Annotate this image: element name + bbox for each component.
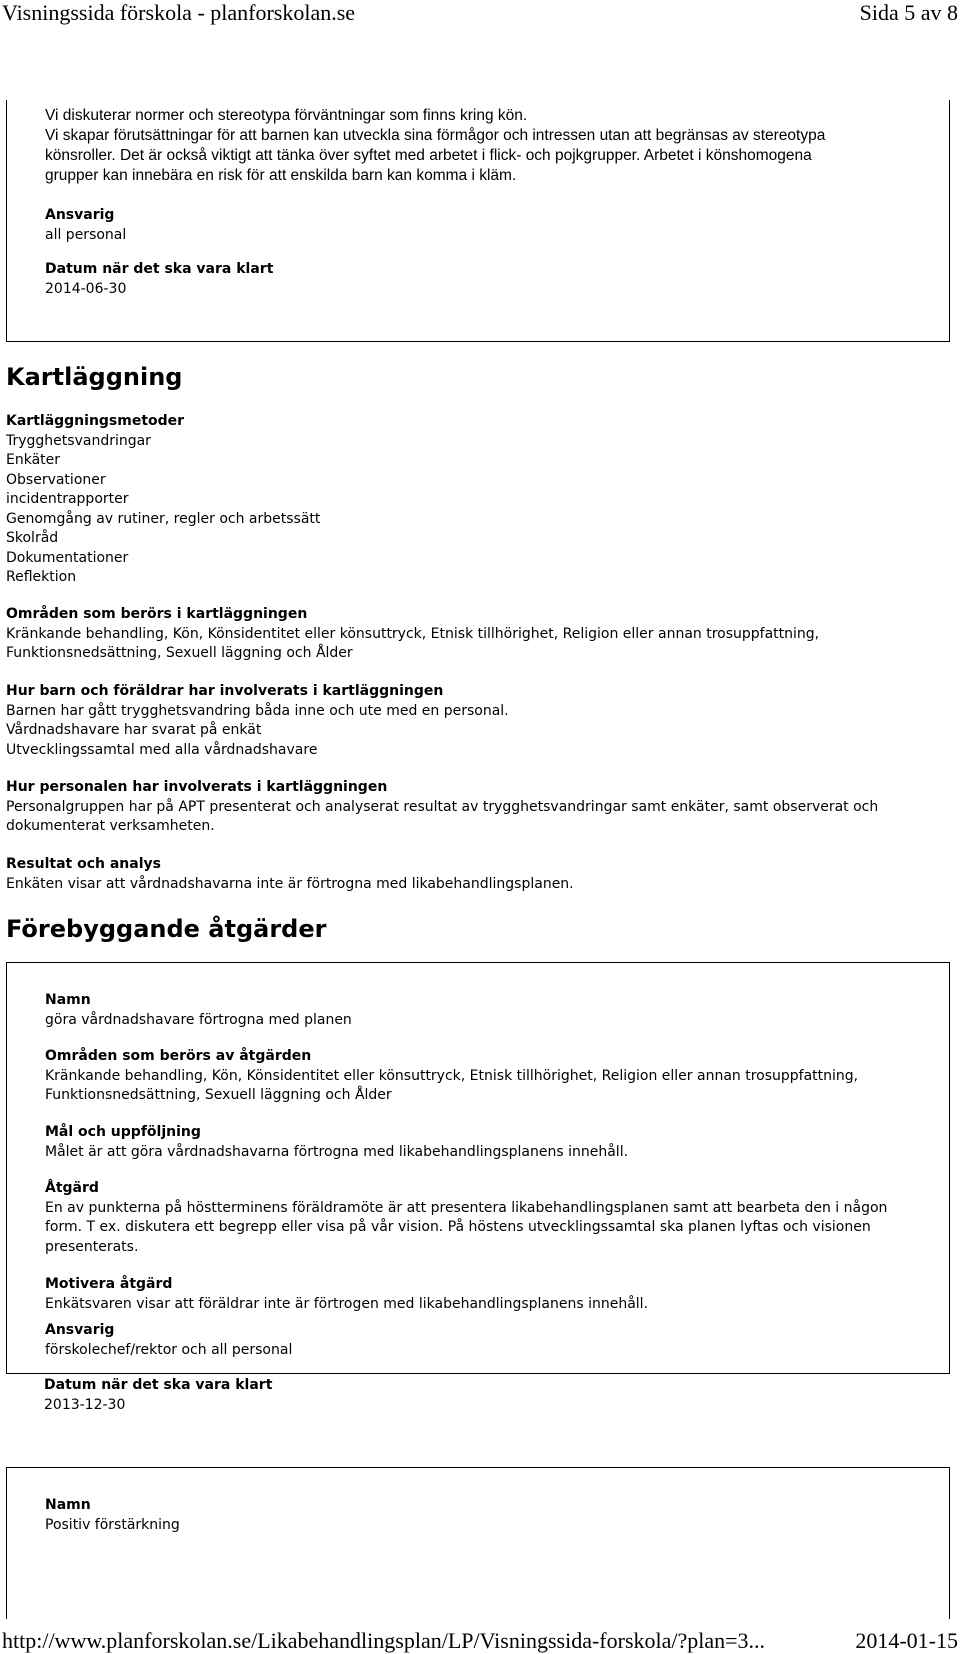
atgard-line: En av punkterna på höstterminens föräldramöte är att presentera likabehandlingsplanen samt att bearbeta den i någon — [45, 1199, 888, 1216]
omraden-atgard-block — [45, 1047, 925, 1106]
omraden-atgard-line: Funktionsnedsättning, Sexuell läggning och Ålder — [45, 1087, 392, 1103]
datum-block — [44, 1376, 960, 1415]
list-item: incidentrapporter — [6, 491, 129, 507]
resultat-block — [6, 855, 926, 894]
intro-line: Vi diskuterar normer och stereotypa förväntningar som finns kring kön. — [45, 107, 528, 124]
datum-label: Datum när det ska vara klart — [45, 261, 274, 277]
barn-foraldrar-line: Barnen har gått trygghetsvandring båda inne och ute med en personal. — [6, 702, 509, 719]
resultat-label: Resultat och analys — [6, 856, 161, 872]
mal-block — [45, 1123, 925, 1162]
personal-label: Hur personalen har involverats i kartläggningen — [6, 779, 388, 795]
list-item: Observationer — [6, 471, 106, 488]
omraden-line: Funktionsnedsättning, Sexuell läggning och Ålder — [6, 645, 353, 661]
intro-line: könsroller. Det är också viktigt att tänka över syftet med arbetet i flick- och pojkgrupper. Arbetet i könshomogena — [45, 147, 812, 164]
measure-box — [6, 1467, 950, 1619]
mal-label: Mål och uppföljning — [45, 1124, 201, 1140]
ansvarig-block — [45, 206, 925, 245]
measure-box-continued — [6, 100, 950, 342]
personal-block — [6, 778, 926, 837]
namn-label: Namn — [45, 992, 91, 1008]
omraden-atgard-label: Områden som berörs av åtgärden — [45, 1048, 312, 1064]
omraden-atgard-line: Kränkande behandling, Kön, Könsidentitet eller könsuttryck, Etnisk tillhörighet, Religion eller annan trosuppfattning, — [45, 1067, 859, 1084]
namn-value: göra vårdnadshavare förtrogna med planen — [45, 1011, 352, 1028]
ansvarig-value: all personal — [45, 226, 127, 243]
intro-text — [45, 106, 945, 186]
barn-foraldrar-line: Vårdnadshavare har svarat på enkät — [6, 722, 262, 738]
omraden-label: Områden som berörs i kartläggningen — [6, 606, 308, 622]
list-item: Reflektion — [6, 569, 77, 585]
ansvarig-label: Ansvarig — [45, 1322, 115, 1338]
measure-box — [6, 962, 950, 1374]
namn-block — [45, 1496, 925, 1535]
section-title-forebyggande: Förebyggande åtgärder — [6, 915, 327, 943]
datum-value: 2014-06-30 — [45, 280, 127, 297]
section-title-kartlaggning: Kartläggning — [6, 363, 183, 391]
mal-value: Målet är att göra vårdnadshavarna förtrogna med likabehandlingsplanens innehåll. — [45, 1143, 629, 1160]
barn-foraldrar-label: Hur barn och föräldrar har involverats i kartläggningen — [6, 683, 444, 699]
motivera-block — [45, 1275, 925, 1314]
datum-value: 2013-12-30 — [44, 1396, 126, 1413]
atgard-label: Åtgärd — [45, 1180, 99, 1196]
footer-url: http://www.planforskolan.se/Likabehandlingsplan/LP/Visningssida-forskola/?plan=3... — [2, 1628, 766, 1653]
list-item: Skolråd — [6, 530, 59, 546]
list-item: Genomgång av rutiner, regler och arbetssätt — [6, 510, 321, 527]
atgard-line: presenterats. — [45, 1238, 139, 1255]
ansvarig-block — [45, 1321, 925, 1360]
barn-foraldrar-line: Utvecklingssamtal med alla vårdnadshavare — [6, 741, 318, 758]
namn-label: Namn — [45, 1497, 91, 1513]
barn-foraldrar-block — [6, 682, 926, 760]
resultat-value: Enkäten visar att vårdnadshavarna inte är förtrogna med likabehandlingsplanen. — [6, 875, 574, 892]
list-item: Dokumentationer — [6, 549, 129, 566]
page-header-title: Visningssida förskola - planforskolan.se — [2, 0, 356, 25]
omraden-block — [6, 605, 926, 664]
ansvarig-value: förskolechef/rektor och all personal — [45, 1341, 293, 1358]
page-number: Sida 5 av 8 — [859, 0, 958, 25]
list-item: Trygghetsvandringar — [6, 432, 151, 449]
atgard-block — [45, 1179, 925, 1257]
omraden-line: Kränkande behandling, Kön, Könsidentitet eller könsuttryck, Etnisk tillhörighet, Religion eller annan trosuppfattning, — [6, 625, 820, 642]
motivera-label: Motivera åtgärd — [45, 1276, 173, 1292]
intro-line: grupper kan innebära en risk för att enskilda barn kan komma i kläm. — [45, 167, 517, 184]
intro-line: Vi skapar förutsättningar för att barnen kan utveckla sina förmågor och intressen utan att begränsas av stereotypa — [45, 127, 826, 144]
namn-block — [45, 991, 925, 1030]
metoder-block — [6, 412, 926, 588]
datum-block — [45, 260, 925, 299]
personal-line: dokumenterat verksamheten. — [6, 818, 215, 834]
atgard-line: form. T ex. diskutera ett begrepp eller visa på vår vision. På höstens utvecklingssamtal ska planen lyftas och visionen — [45, 1219, 871, 1235]
ansvarig-label: Ansvarig — [45, 207, 115, 223]
footer-date: 2014-01-15 — [855, 1628, 958, 1653]
list-item: Enkäter — [6, 452, 61, 468]
datum-label: Datum när det ska vara klart — [44, 1377, 273, 1393]
motivera-value: Enkätsvaren visar att föräldrar inte är förtrogen med likabehandlingsplanens innehåll. — [45, 1295, 649, 1312]
metoder-label: Kartläggningsmetoder — [6, 413, 185, 429]
namn-value: Positiv förstärkning — [45, 1516, 180, 1533]
personal-line: Personalgruppen har på APT presenterat och analyserat resultat av trygghetsvandringar samt enkäter, samt observerat och — [6, 798, 879, 815]
